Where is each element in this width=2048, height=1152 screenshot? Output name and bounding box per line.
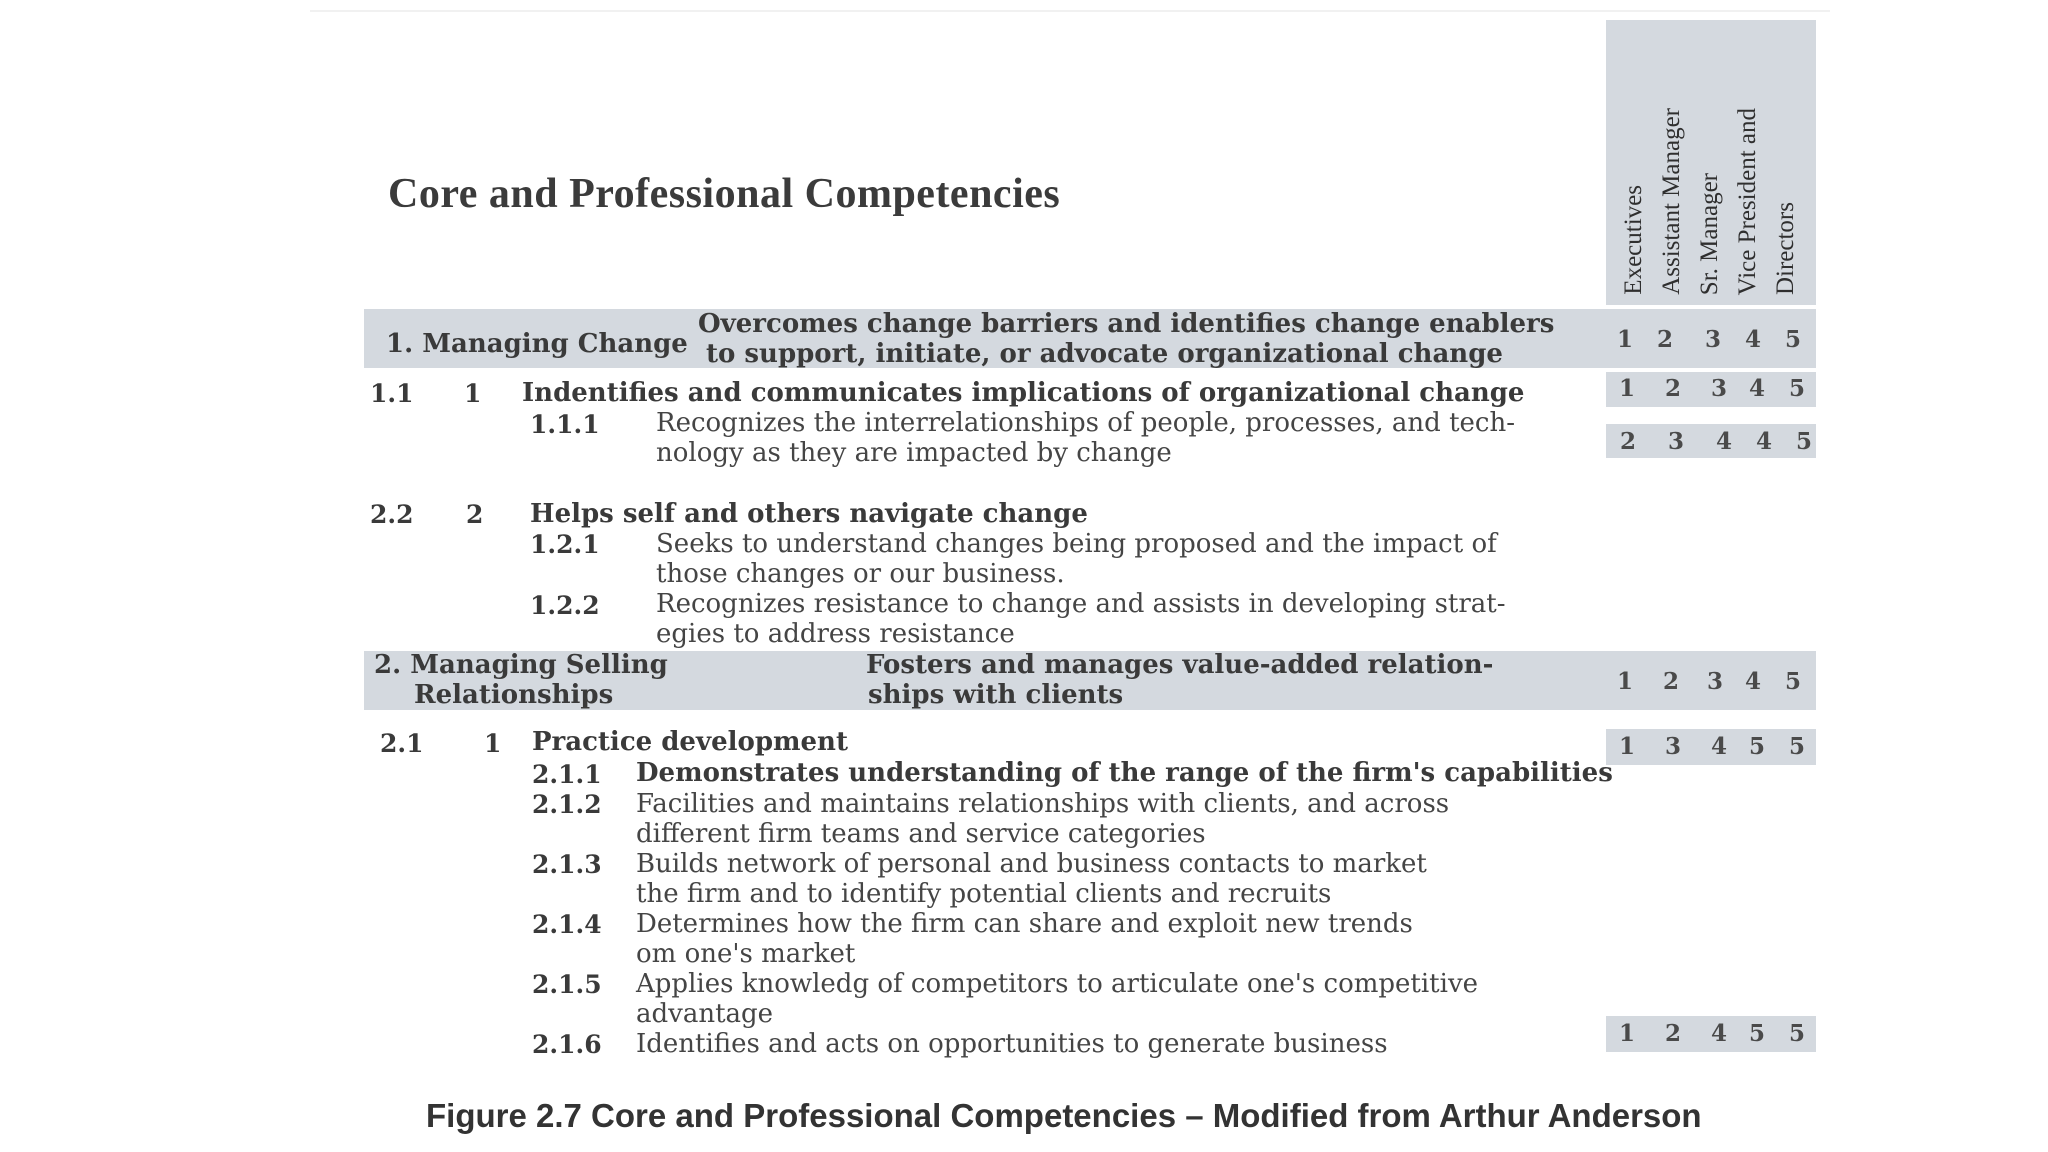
row-number: 2.1.3 [532,850,602,879]
competency-text: Identifies and acts on opportunities to generate business [636,1029,1388,1059]
row-number: 1.2.2 [530,591,600,620]
row-number: 1.1.1 [530,410,600,439]
rating-executives: 1 [1619,733,1636,760]
rating-sr-manager: 4 [1711,733,1728,760]
competency-text: Recognizes resistance to change and assists in developing strat- [656,589,1506,619]
row-index: 1 [464,379,482,408]
rating-sr-manager: 4 [1711,1020,1728,1047]
rating-vice-president: 5 [1749,1020,1766,1047]
rating-directors: 5 [1796,428,1813,455]
competency-text: Applies knowledg of competitors to articulate one's competitive [636,969,1479,999]
rating-executives: 1 [1617,326,1634,353]
rating-directors: 5 [1785,668,1802,695]
competency-text: those changes or our business. [656,559,1065,589]
competency-text: egies to address resistance [656,619,1015,649]
rating-assistant-manager: 3 [1665,733,1682,760]
column-header-assistant-manager: Assistant Manager [1658,108,1685,295]
row-number: 2.1.6 [532,1030,602,1059]
rating-vice-president: 4 [1745,326,1762,353]
row-number: 2.2 [370,500,414,529]
row-number: 1.1 [370,379,414,408]
competency-text: Builds network of personal and business contacts to market [636,849,1427,879]
competency-text: advantage [636,999,774,1029]
competency-heading: Helps self and others navigate change [530,499,1088,529]
rating-directors: 5 [1789,1020,1806,1047]
column-header-vice-president: Vice President and [1734,107,1761,295]
section-description: ships with clients [868,680,1124,710]
column-header-panel [1606,20,1816,305]
column-header-directors: Directors [1772,201,1799,295]
section-label: Relationships [414,680,614,710]
rating-sr-manager: 3 [1711,375,1728,402]
row-index: 2 [466,500,484,529]
competency-heading: Indentifies and communicates implications of organizational change [522,378,1525,408]
competency-text: Determines how the firm can share and exploit new trends [636,909,1413,939]
rating-vice-president: 4 [1745,668,1762,695]
rating-sr-manager: 3 [1705,326,1722,353]
rating-directors: 5 [1789,375,1806,402]
rating-vice-president: 4 [1749,375,1766,402]
column-header-executives: Executives [1620,185,1647,295]
top-rule [310,10,1830,12]
competency-text: Demonstrates understanding of the range of the firm's capabilities [636,758,1613,788]
rating-executives: 1 [1617,668,1634,695]
rating-assistant-manager: 2 [1657,326,1674,353]
rating-assistant-manager: 2 [1665,1020,1682,1047]
page-title: Core and Professional Competencies [388,171,1061,217]
row-number: 2.1.5 [532,970,602,999]
section-label: 1. Managing Change [386,329,688,359]
row-number: 1.2.1 [530,530,600,559]
rating-assistant-manager: 2 [1665,375,1682,402]
competency-text: different firm teams and service categories [636,819,1206,849]
competency-heading: Practice development [532,727,848,757]
rating-box [1606,424,1816,458]
rating-sr-manager: 4 [1716,428,1733,455]
figure-caption: Figure 2.7 Core and Professional Competencies – Modified from Arthur Anderson [426,1097,1702,1134]
section-description: Overcomes change barriers and identifies change enablers [698,309,1555,339]
competency-text: Seeks to understand changes being proposed and the impact of [656,529,1497,559]
row-number: 2.1.2 [532,790,602,819]
rating-executives: 1 [1619,1020,1636,1047]
row-number: 2.1 [380,729,424,758]
rating-vice-president: 4 [1756,428,1773,455]
section-description: Fosters and manages value-added relation- [866,650,1494,680]
competency-text: om one's market [636,939,856,969]
rating-directors: 5 [1785,326,1802,353]
rating-vice-president: 5 [1749,733,1766,760]
rating-assistant-manager: 2 [1663,668,1680,695]
row-number: 2.1.4 [532,910,602,939]
rating-executives: 2 [1620,428,1637,455]
section-label: 2. Managing Selling [374,650,668,680]
rating-assistant-manager: 3 [1668,428,1685,455]
competency-text: Recognizes the interrelationships of people, processes, and tech- [656,408,1515,438]
rating-executives: 1 [1619,375,1636,402]
section-description: to support, initiate, or advocate organizational change [706,339,1503,369]
competency-text: nology as they are impacted by change [656,438,1172,468]
row-number: 2.1.1 [532,760,602,789]
column-header-sr-manager: Sr. Manager [1696,172,1723,295]
rating-sr-manager: 3 [1707,668,1724,695]
rating-directors: 5 [1789,733,1806,760]
competency-text: Facilities and maintains relationships with clients, and across [636,789,1450,819]
competency-text: the firm and to identify potential clients and recruits [636,879,1332,909]
row-index: 1 [484,729,502,758]
